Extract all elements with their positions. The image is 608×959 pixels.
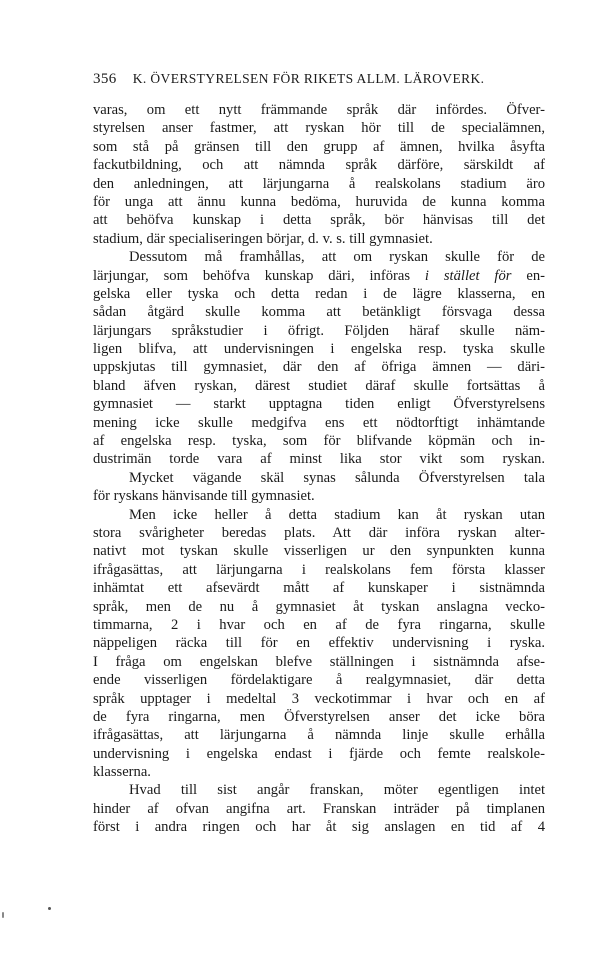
running-title: K. ÖVERSTYRELSEN FÖR RIKETS ALLM. LÄROVERK. [132,71,485,86]
text-line: ifrågasättas, att lärjungarna å nämnda linje skulle erhålla [93,727,545,744]
text-line: timmarna, 2 i hvar och en af de fyra ringarna, skulle [93,616,545,633]
text-line: ligen blifva, att undervisningen i engelska resp. tyska skulle [93,341,545,358]
page-number: 356 [93,71,117,87]
running-header [93,71,553,91]
text-line: ende visserligen fördelaktigare å realgymnasiet, där detta [93,672,545,689]
text-line: styrelsen anser fastmer, att ryskan hör till de specialämnen, [93,120,545,137]
text-line: för ryskans hänvisande till gymnasiet. [93,488,315,505]
margin-speck [2,912,4,918]
text-line: först i andra ringen och har åt sig anslagen en tid af 4 [93,819,545,836]
text-line: klasserna. [93,764,151,781]
text-line: lärjungar, som behöfva kunskap däri, införas i stället för en- [93,267,545,284]
text-line: af engelska resp. tyska, som för blifvande köpmän och in- [93,433,545,450]
text-line: ifrågasättas, att lärjungarna i realskolans fem första klasser [93,561,545,578]
text-line: undervisning i engelska endast i fjärde och femte realskole- [93,745,545,762]
text-line: stadium, där specialiseringen börjar, d. v. s. till gymnasiet. [93,230,433,247]
text-line: som stå på gränsen till den grupp af ämnen, hvilka åsyfta [93,138,545,155]
text-line: den anledningen, att lärjungarna å realskolans stadium äro [93,175,545,192]
text-line: varas, om ett nytt främmande språk där infördes. Öfver- [93,102,545,118]
text-line: I fråga om engelskan blefve ställningen i sistnämnda afse- [93,653,545,670]
text-line: bland äfven ryskan, därest studiet däraf skulle fortsättas å [93,377,545,394]
text-line: nativt mot tyskan skulle visserligen ur den synpunkten kunna [93,543,545,560]
text-line: lärjungars språkstudier i öfrigt. Följden häraf skulle näm- [93,322,545,339]
text-line: språk upptager i medeltal 3 veckotimmar i hvar och en af [93,690,545,707]
text-line: dustrimän torde vara af minst lika stor vikt som ryskan. [93,451,545,468]
text-line: stora svårigheter beredas plats. Att där införa ryskan alter- [93,524,545,541]
text-line: Mycket vägande skäl synas sålunda Öfverstyrelsen tala [129,469,545,486]
body-text [93,101,545,837]
text-line: gelska eller tyska och detta redan i de lägre klasserna, en [93,285,545,302]
text-line: för unga att ännu kunna bedöma, huruvida de kunna komma [93,193,545,210]
text-line: fackutbildning, och att nämnda språk därföre, särskildt af [93,157,545,174]
text-line: Men icke heller å detta stadium kan åt ryskan utan [129,506,545,523]
text-line: Hvad till sist angår franskan, möter egentligen intet [129,782,545,799]
text-line: uppskjutas till gymnasiet, där den af öfriga ämnen — däri- [93,359,545,376]
text-line: språk, men de nu å gymnasiet åt tyskan anslagna vecko- [93,598,545,615]
text-line: gymnasiet — starkt upptagna tiden enligt Öfverstyrelsens [93,396,545,413]
text-line: Dessutom må framhållas, att om ryskan skulle för de [129,249,545,266]
text-line: hinder af ofvan angifna art. Franskan inträder på timplanen [93,800,545,817]
text-line: inhämtat ett afsevärdt mått af kunskaper i sistnämnda [93,580,545,597]
text-line: mening icke skulle medgifva ens ett nödtorftigt inhämtande [93,414,545,431]
text-line: de fyra ringarna, men Öfverstyrelsen anser det icke böra [93,708,545,725]
text-line: näppeligen räcka till för en effektiv undervisning i ryska. [93,635,545,652]
text-line: att behöfva kunskap i detta språk, bör hänvisas till det [93,212,545,229]
text-line: sådan åtgärd skulle komma att betänkligt försvaga dessa [93,304,545,321]
margin-speck [48,907,51,910]
